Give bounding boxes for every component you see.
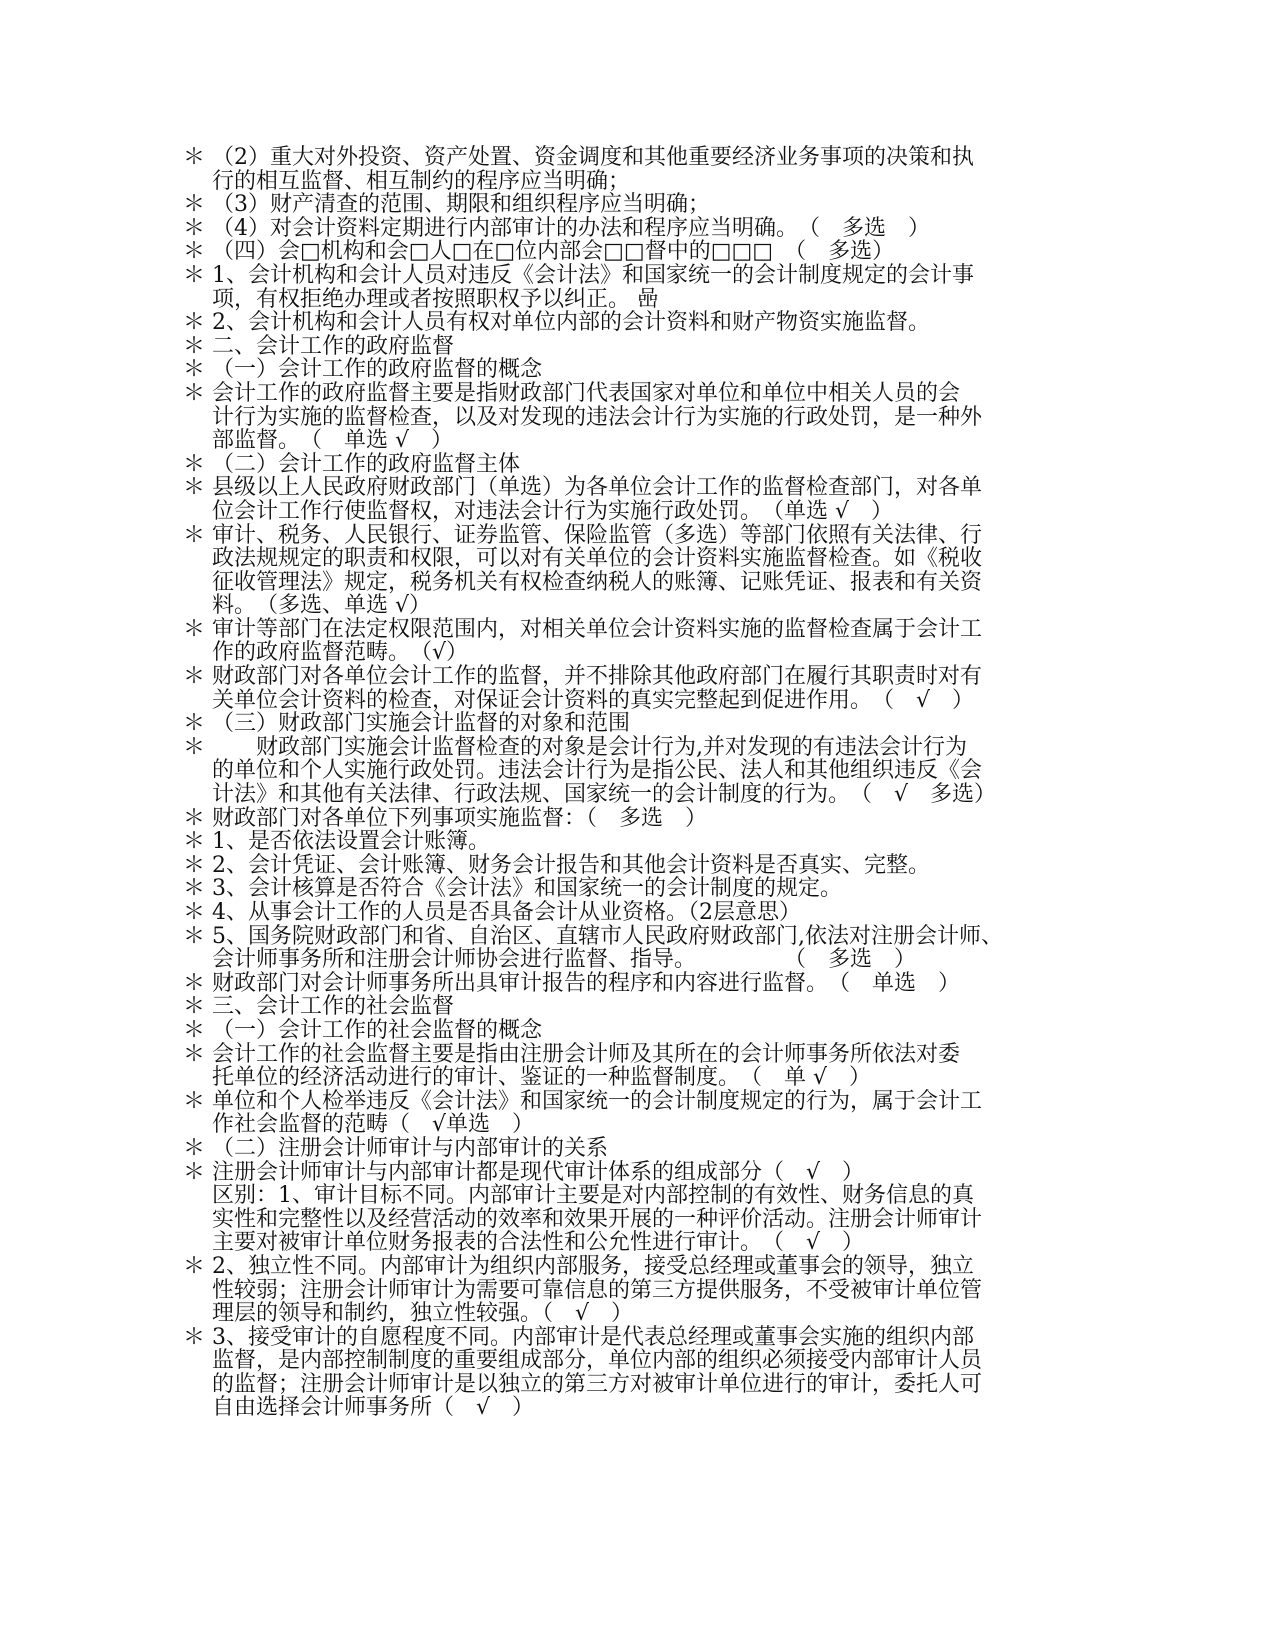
list-item	[183, 240, 1073, 264]
bullet-icon: ＊	[183, 1253, 206, 1279]
document-page	[183, 146, 1073, 1420]
item-text: 财政部门对会计师事务所出具审计报告的程序和内容进行监督。 （ 单选 ）	[212, 970, 961, 996]
bullet-icon: ＊	[183, 994, 206, 1020]
list-item	[183, 335, 1073, 359]
list-item	[183, 1043, 1073, 1090]
list-item	[183, 1137, 1073, 1161]
list-item	[183, 382, 1073, 453]
list-item	[183, 1255, 1073, 1326]
list-item	[183, 146, 1073, 193]
bullet-icon: ＊	[183, 805, 206, 831]
item-text: 2、会计机构和会计人员有权对单位内部的会计资料和财产物资实施监督。	[212, 310, 930, 336]
item-text: （二）会计工作的政府监督主体	[212, 451, 521, 477]
item-text: （3）财产清查的范围、期限和组织程序应当明确；	[212, 192, 710, 218]
bullet-icon: ＊	[183, 734, 206, 760]
list-item	[183, 925, 1073, 972]
bullet-icon: ＊	[183, 616, 206, 642]
bullet-icon: ＊	[183, 829, 206, 855]
item-text: 会计工作的社会监督主要是指由注册会计师及其所在的会计师事务所依法对委 托单位的经济活动进行的审计、鉴证的一种监督制度。 （ 单 √ ）	[212, 1041, 961, 1091]
item-text: 审计等部门在法定权限范围内，对相关单位会计资料实施的监督检查属于会计工 作的政府监督范畴。 （√）	[212, 616, 983, 666]
item-text: 三、会计工作的社会监督	[212, 994, 455, 1020]
item-text: （四）会□机构和会□人□在□位内部会□□督中的□□□ （ 多选）	[212, 239, 895, 265]
item-text: （二）注册会计师审计与内部审计的关系	[212, 1135, 609, 1161]
item-text: 区别：1、审计目标不同。内部审计主要是对内部控制的有效性、财务信息的真 实性和完整性以及经营活动的效率和效果开展的一种评价活动。注册会计师审计 主要对被审计单位财务报表的合法性和公允性进行审计。 （ √ ）	[212, 1183, 983, 1256]
list-item	[183, 476, 1073, 523]
bullet-icon: ＊	[183, 711, 206, 737]
item-text: 财政部门对各单位会计工作的监督，并不排除其他政府部门在履行其职责时对有 关单位会计资料的检查，对保证会计资料的真实完整起到促进作用。 （ √ ）	[212, 664, 983, 713]
list-item	[183, 972, 1073, 996]
item-text: 3、接受审计的自愿程度不同。内部审计是代表总经理或董事会实施的组织内部 监督，是内部控制制度的重要组成部分，单位内部的组织必须接受内部审计人员 的监督；注册会计师审计是以独立的第三方对被审计单位进行的审计，委托人可 自由选择会计师事务所（ √ ）	[212, 1324, 983, 1421]
bullet-icon: ＊	[183, 1088, 206, 1114]
list-item	[183, 736, 1073, 807]
list-item	[183, 712, 1073, 736]
list-item	[183, 453, 1073, 477]
item-text: 1、会计机构和会计人员对违反《会计法》和国家统一的会计制度规定的会计事 项，有权拒绝办理或者按照职权予以纠正。 喦	[212, 262, 974, 312]
bullet-icon: ＊	[183, 664, 206, 690]
item-text: 单位和个人检举违反《会计法》和国家统一的会计制度规定的行为，属于会计工 作社会监督的范畴（ √单选 ）	[212, 1088, 983, 1138]
list-item	[183, 901, 1073, 925]
item-text: 财政部门对各单位下列事项实施监督：（ 多选 ）	[212, 805, 708, 831]
list-item	[183, 193, 1073, 217]
bullet-icon: ＊	[183, 876, 206, 902]
list-item	[183, 807, 1073, 831]
list-item	[183, 524, 1073, 618]
list-item	[183, 264, 1073, 311]
list-item	[183, 854, 1073, 878]
bullet-icon: ＊	[183, 262, 206, 288]
bullet-icon: ＊	[183, 192, 206, 218]
list-item	[183, 995, 1073, 1019]
list-item	[183, 217, 1073, 241]
item-text: 注册会计师审计与内部审计都是现代审计体系的组成部分（ √ ）	[212, 1159, 865, 1185]
bullet-icon: ＊	[183, 310, 206, 336]
list-item	[183, 665, 1073, 712]
bullet-icon: ＊	[183, 475, 206, 501]
bullet-icon: ＊	[183, 852, 206, 878]
item-text: （2）重大对外投资、资产处置、资金调度和其他重要经济业务事项的决策和执 行的相互监督、相互制约的程序应当明确；	[212, 145, 974, 194]
list-item	[183, 358, 1073, 382]
list-item	[183, 1326, 1073, 1420]
item-text: 会计工作的政府监督主要是指财政部门代表国家对单位和单位中相关人员的会 计行为实施的监督检查，以及对发现的违法会计行为实施的行政处罚，是一种外 部监督。 （ 单选 √ ）	[212, 380, 983, 454]
bullet-icon: ＊	[183, 1324, 206, 1350]
item-text: 3、会计核算是否符合《会计法》和国家统一的会计制度的规定。	[212, 876, 842, 902]
list-item	[183, 877, 1073, 901]
list-item	[183, 830, 1073, 854]
item-text: （一）会计工作的政府监督的概念	[212, 357, 543, 383]
item-text: 5、国务院财政部门和省、自治区、直辖市人民政府财政部门,依法对注册会计师、 会计师事务所和注册会计师协会进行监督、指导。 （ 多选 ）	[212, 923, 1003, 973]
item-text: 2、会计凭证、会计账簿、财务会计报告和其他会计资料是否真实、完整。	[212, 852, 930, 878]
item-text: 县级以上人民政府财政部门（单选）为各单位会计工作的监督检查部门，对各单 位会计工作行使监督权，对违法会计行为实施行政处罚。 （单选 √ ）	[212, 475, 983, 524]
bullet-icon: ＊	[183, 522, 206, 548]
list-item	[183, 1161, 1073, 1185]
bullet-icon: ＊	[183, 1041, 206, 1067]
bullet-icon: ＊	[183, 239, 206, 265]
bullet-icon: ＊	[183, 1017, 206, 1043]
bullet-icon: ＊	[183, 145, 206, 170]
bullet-icon: ＊	[183, 1159, 206, 1185]
list-item	[183, 1019, 1073, 1043]
item-text: （一）会计工作的社会监督的概念	[212, 1017, 543, 1043]
bullet-icon: ＊	[183, 970, 206, 996]
item-text: 1、是否依法设置会计账簿。	[212, 829, 490, 855]
item-text: 4、从事会计工作的人员是否具备会计从业资格。（2层意思）	[212, 900, 801, 925]
item-text: 2、独立性不同。内部审计为组织内部服务，接受总经理或董事会的领导，独立 性较弱；注册会计师审计为需要可靠信息的第三方提供服务，不受被审计单位管 理层的领导和制约，独立性较强。（ √ ）	[212, 1253, 983, 1327]
list-item	[183, 1184, 1073, 1255]
bullet-icon: ＊	[183, 923, 206, 949]
list-item	[183, 311, 1073, 335]
bullet-icon: ＊	[183, 333, 206, 359]
item-text: （三）财政部门实施会计监督的对象和范围	[212, 711, 631, 737]
bullet-icon: ＊	[183, 357, 206, 383]
item-text: （4）对会计资料定期进行内部审计的办法和程序应当明确。 （ 多选 ）	[212, 215, 930, 241]
bullet-icon: ＊	[183, 1135, 206, 1161]
bullet-icon: ＊	[183, 900, 206, 925]
bullet-icon: ＊	[183, 215, 206, 241]
bullet-icon: ＊	[183, 451, 206, 477]
bullet-icon: ＊	[183, 380, 206, 406]
item-text: 审计、税务、人民银行、证券监管、保险监管（多选）等部门依照有关法律、行 政法规规定的职责和权限，可以对有关单位的会计资料实施监督检查。如《税收 征收管理法》规定，税务机关有权检查纳税人的账簿、记账凭证、报表和有关资 料。 （多选、单选 √）	[212, 522, 983, 619]
list-item	[183, 618, 1073, 665]
item-text: 二、会计工作的政府监督	[212, 333, 455, 359]
list-item	[183, 1090, 1073, 1137]
item-text: 财政部门实施会计监督检查的对象是会计行为,并对发现的有违法会计行为 的单位和个人实施行政处罚。违法会计行为是指公民、法人和其他组织违反《会 计法》和其他有关法律、行政法规、国家统一的会计制度的行为。 （ √ 多选）	[212, 734, 997, 808]
